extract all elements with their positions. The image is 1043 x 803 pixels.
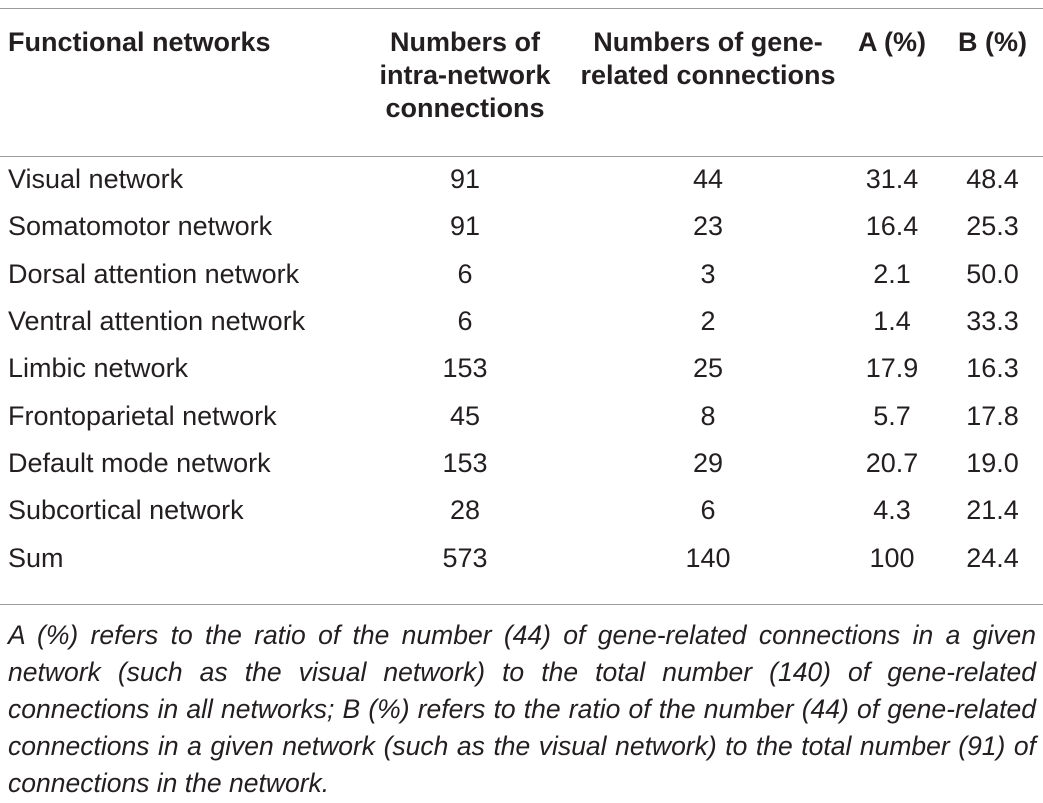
cell-intra-network: 28 (449, 495, 481, 526)
cell-b-percent: 48.4 (966, 164, 1019, 195)
table-row (0, 392, 1043, 439)
table-row (0, 487, 1043, 534)
cell-network-name: Default mode network (8, 447, 271, 478)
table-row (0, 251, 1043, 298)
data-table (0, 9, 1043, 582)
cell-gene-related: 140 (685, 542, 731, 573)
cell-network-name: Frontoparietal network (8, 400, 277, 431)
cell-b-percent: 25.3 (966, 211, 1019, 242)
cell-b-percent: 24.4 (966, 542, 1019, 573)
cell-a-percent: 2.1 (873, 258, 911, 289)
cell-intra-network: 153 (442, 447, 488, 478)
table-footnote: A (%) refers to the ratio of the number (44) of gene-related connections in a given network (such as the visual network) to the total number (140) of gene-related connections in all networks; B (%) refers to the ratio of the number (44) of gene-related connections in a given network (such as the visual network) to the total number (91) of connections in the network. (8, 620, 1036, 798)
cell-a-percent: 4.3 (873, 495, 911, 526)
cell-network-name: Somatomotor network (8, 211, 273, 242)
cell-network-name: Ventral attention network (8, 306, 306, 337)
cell-a-percent: 1.4 (873, 306, 911, 337)
cell-b-percent: 19.0 (966, 447, 1019, 478)
table-row (0, 345, 1043, 392)
cell-gene-related: 44 (692, 164, 724, 195)
table-header-row (0, 9, 1043, 156)
cell-b-percent: 21.4 (966, 495, 1019, 526)
column-header-intra-network-connections: Numbers of intra-network connections (379, 27, 551, 123)
cell-intra-network: 153 (442, 353, 488, 384)
table-row (0, 156, 1043, 203)
cell-b-percent: 33.3 (966, 306, 1019, 337)
table-row-sum (0, 534, 1043, 581)
cell-network-name: Sum (8, 542, 64, 573)
cell-intra-network: 45 (449, 400, 481, 431)
cell-intra-network: 91 (449, 211, 481, 242)
column-header-functional-networks: Functional networks (8, 27, 271, 57)
cell-network-name: Subcortical network (8, 495, 244, 526)
cell-gene-related: 2 (700, 306, 716, 337)
cell-gene-related: 8 (700, 400, 716, 431)
cell-a-percent: 5.7 (873, 400, 911, 431)
table-row (0, 298, 1043, 345)
table-bottom-rule (0, 604, 1043, 605)
cell-intra-network: 91 (449, 164, 481, 195)
cell-a-percent: 100 (869, 542, 915, 573)
cell-gene-related: 3 (700, 258, 716, 289)
cell-b-percent: 50.0 (966, 258, 1019, 289)
table-row (0, 440, 1043, 487)
cell-network-name: Limbic network (8, 353, 189, 384)
cell-gene-related: 23 (692, 211, 724, 242)
cell-gene-related: 29 (692, 447, 724, 478)
column-header-gene-related-connections: Numbers of gene-related connections (580, 27, 836, 90)
cell-intra-network: 6 (457, 306, 473, 337)
cell-network-name: Dorsal attention network (8, 258, 300, 289)
column-header-a-percent: A (%) (858, 27, 926, 57)
cell-network-name: Visual network (8, 164, 184, 195)
cell-a-percent: 20.7 (865, 447, 919, 478)
cell-a-percent: 31.4 (865, 164, 919, 195)
cell-b-percent: 17.8 (966, 400, 1019, 431)
cell-a-percent: 17.9 (865, 353, 919, 384)
cell-intra-network: 573 (442, 542, 488, 573)
cell-gene-related: 6 (700, 495, 716, 526)
cell-intra-network: 6 (457, 258, 473, 289)
cell-a-percent: 16.4 (865, 211, 919, 242)
cell-b-percent: 16.3 (966, 353, 1019, 384)
cell-gene-related: 25 (692, 353, 724, 384)
table-row (0, 203, 1043, 250)
column-header-b-percent: B (%) (958, 27, 1027, 57)
